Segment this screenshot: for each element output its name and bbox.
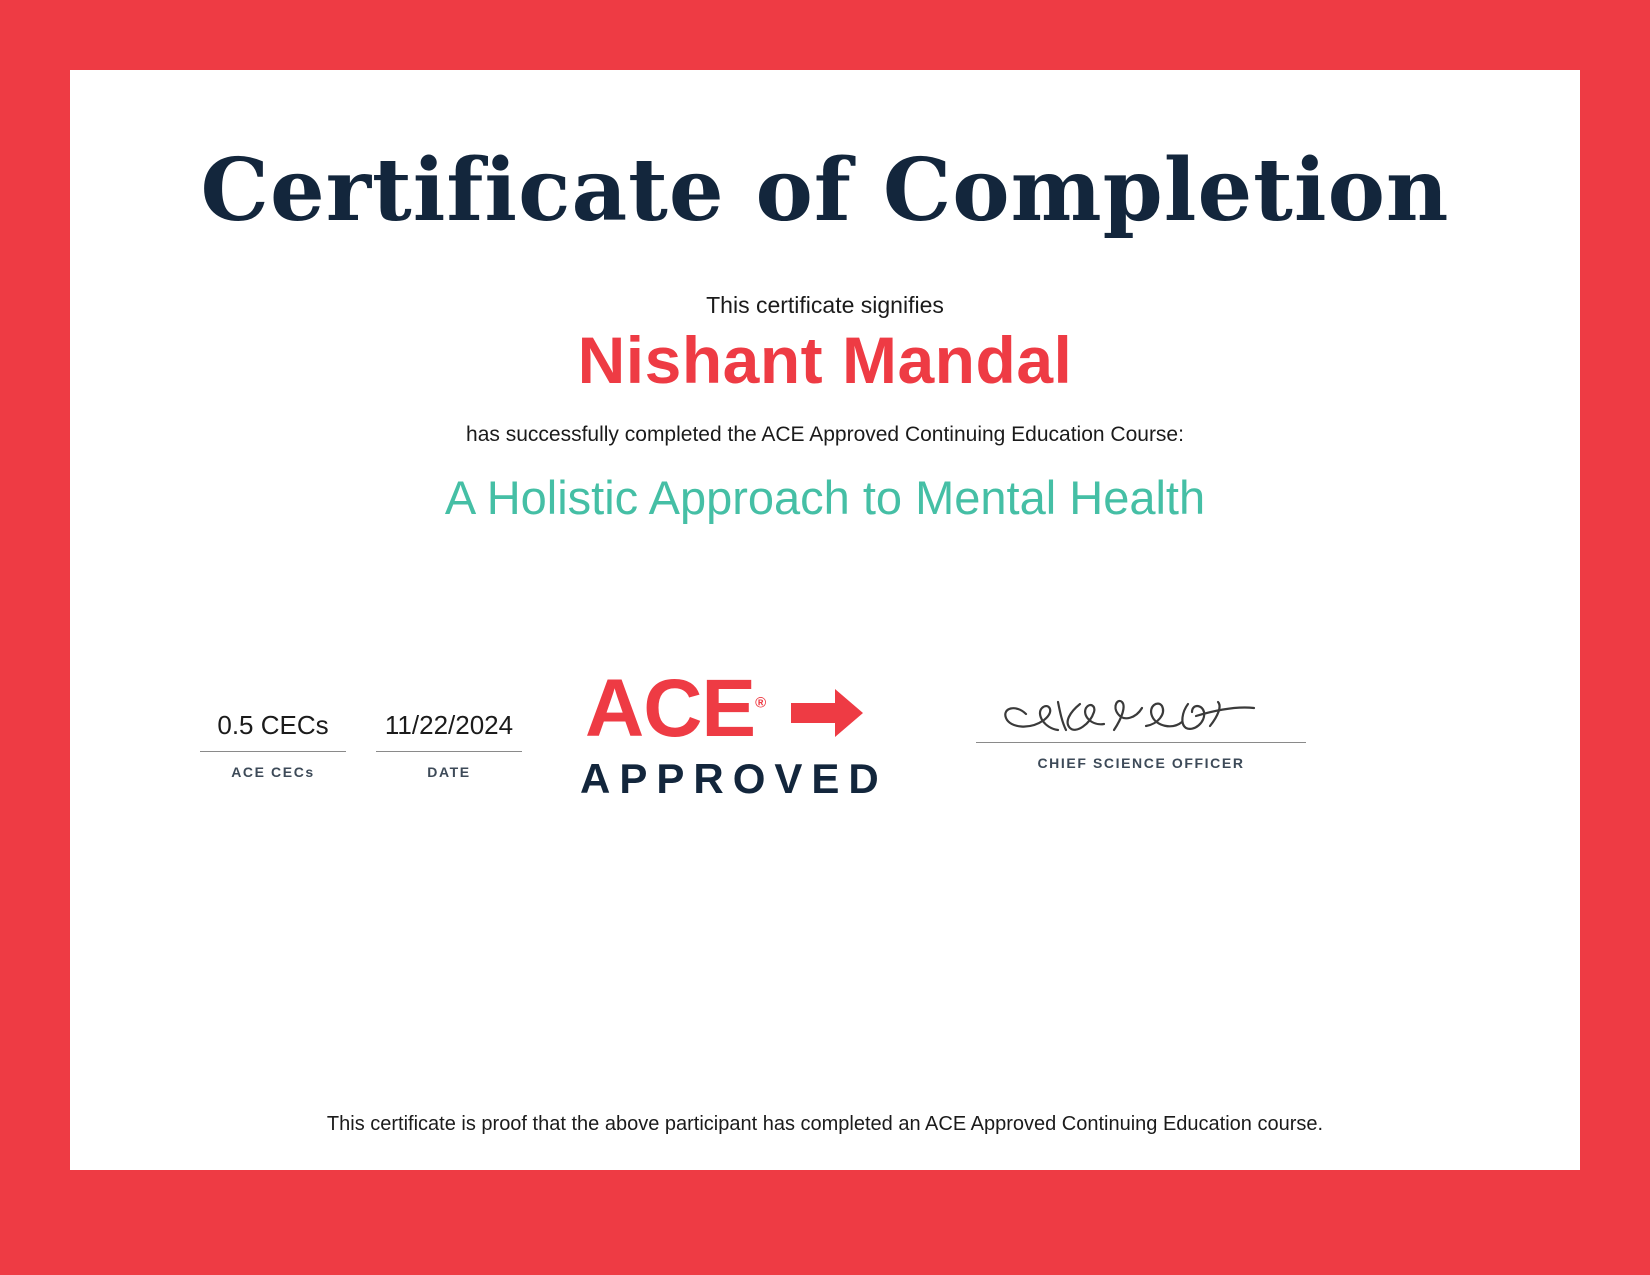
ace-cecs-rule bbox=[200, 751, 346, 752]
page-title: Certificate of Completion bbox=[200, 140, 1450, 241]
footer-note: This certificate is proof that the above participant has completed an ACE Approved Continuing Education course. bbox=[326, 1113, 1324, 1135]
ace-wordmark-row bbox=[585, 663, 865, 754]
ace-cecs-value: 0.5 CECs bbox=[217, 710, 329, 740]
signature-field bbox=[976, 692, 1306, 771]
ace-approved-tagline: APPROVED bbox=[580, 755, 888, 803]
date-field bbox=[376, 710, 522, 780]
completion-statement: has successfully completed the ACE Approved Continuing Education Course: bbox=[466, 423, 1184, 446]
registered-trademark-icon: ® bbox=[755, 694, 766, 712]
ace-wordmark-text: ACE bbox=[585, 663, 756, 754]
ace-approved-logo bbox=[580, 663, 888, 803]
ace-cecs-label: ACE CECs bbox=[231, 764, 315, 780]
signature-mark-icon bbox=[976, 692, 1306, 742]
credential-details-row bbox=[70, 663, 1580, 830]
signature-rule bbox=[976, 742, 1306, 743]
ace-cecs-field bbox=[200, 710, 346, 780]
signature-label: CHIEF SCIENCE OFFICER bbox=[1037, 755, 1245, 771]
date-label: DATE bbox=[427, 764, 471, 780]
date-value: 11/22/2024 bbox=[384, 710, 514, 740]
course-name: A Holistic Approach to Mental Health bbox=[444, 471, 1206, 524]
certificate-signifies-text: This certificate signifies bbox=[706, 292, 944, 318]
arrow-right-icon bbox=[791, 675, 865, 753]
recipient-name: Nishant Mandal bbox=[577, 323, 1073, 397]
certificate-document bbox=[70, 70, 1580, 1170]
date-rule bbox=[376, 751, 522, 752]
